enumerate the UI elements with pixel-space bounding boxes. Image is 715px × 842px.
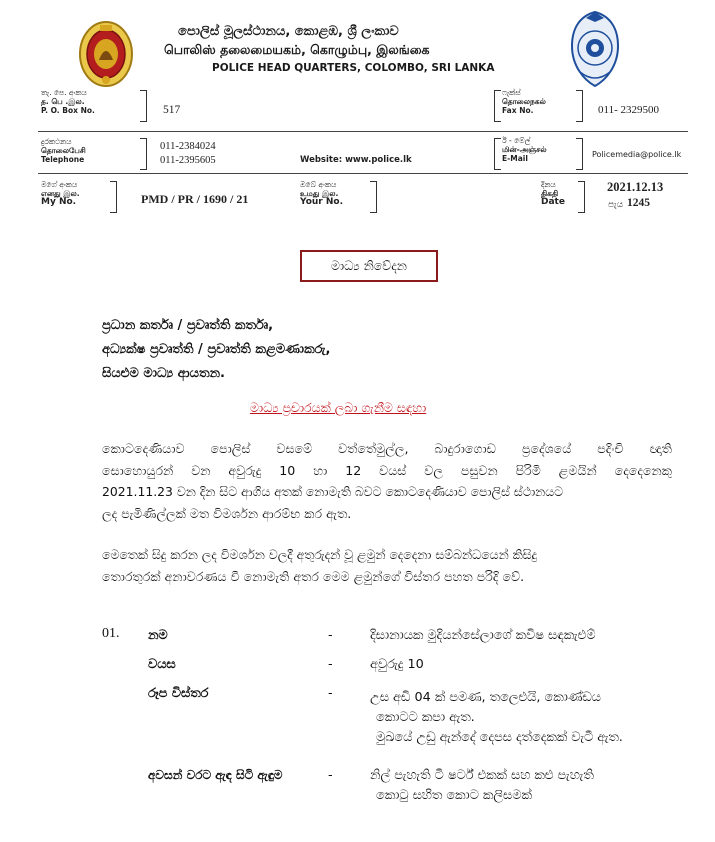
clothing-label: අවසන් වරට ඇඳ සිටි ඇඳුම <box>148 768 283 782</box>
national-emblem <box>78 20 134 88</box>
clothing-dash: - <box>328 768 333 783</box>
description-dash: - <box>328 686 333 701</box>
description-label: රූප විස්තර <box>148 686 209 701</box>
paragraph-2-line: මෙතෙක් සිදු කරන ලද විමර්ශන වලදී අතුරුදන් වූ ළමුන් දෙදෙනා සම්බන්ධයෙන් කිසිදු <box>102 547 538 562</box>
paragraph-1-line: 2021.11.23 වන දින සිට ආගිය අතක් නොමැති බවට කොටදෙණියාව පොලිස් ස්ථානයට <box>102 484 564 499</box>
my-no-bracket <box>110 181 117 213</box>
po-box-value: 517 <box>163 104 181 116</box>
paragraph-1-line: සොහොයුරන් වන අවුරුදු 10 හා 12 වයස් වල පසුවන පිරිමි ළමයින් දෙදෙනෙකු <box>102 462 672 478</box>
email-value[interactable]: Policemedia@police.lk <box>592 150 682 159</box>
telephone-value-2: 011-2395605 <box>160 155 216 166</box>
telephone-label: දුරකථනය தொலைபேசி Telephone <box>41 137 86 164</box>
email-bracket-right <box>576 138 583 170</box>
website-text[interactable]: Website: www.police.lk <box>300 155 412 165</box>
description-value-2: කොටට කපා ඇත. <box>376 710 475 725</box>
name-label: නම <box>148 628 168 643</box>
entry-number: 01. <box>102 626 120 641</box>
clothing-value-2: කොටු සහිත කොට කලිසමක් <box>376 788 532 803</box>
age-label: වයස <box>148 657 176 672</box>
page-title: මාධ්‍ය නිවේදන <box>331 258 407 273</box>
your-no-label: ඔබේ අංකය உமது இல. Your No. <box>300 180 343 207</box>
header-tamil: பொலிஸ் தலைமையகம், கொழும்பு, இலங்கை <box>164 42 430 57</box>
divider-1 <box>38 131 688 132</box>
header-english: POLICE HEAD QUARTERS, COLOMBO, SRI LANKA <box>212 62 495 74</box>
description-value-3: මුඛයේ උඩු ඇන්දේ දෙපස දත්දෙකක් වැටී ඇත. <box>376 730 623 745</box>
divider-2 <box>38 173 688 174</box>
date-value: 2021.12.13 <box>607 180 664 194</box>
paragraph-1 <box>102 438 672 524</box>
subject-line: මාධ්‍ය ප්‍රචාරයක් ලබා ගැනීම සඳහා <box>250 400 427 415</box>
paragraph-1-line: ලද පැමිණිල්ලක් මත විමර්ශන ආරම්භ කර ඇත. <box>102 505 352 521</box>
telephone-value-1: 011-2384024 <box>160 141 216 152</box>
recipient-1: ප්‍රධාන කර්තෘ / ප්‍රවෘත්ති කර්තෘ, <box>102 318 274 333</box>
po-box-bracket <box>140 90 147 122</box>
name-dash: - <box>328 628 333 643</box>
paragraph-1-line: කොටදෙණියාව පොලිස් වසමේ වත්තේමුල්ල, බාදුරාගොඩ ප්‍රදේශයේ පදිංචි ඥාති <box>102 441 672 456</box>
age-dash: - <box>328 657 333 672</box>
fax-value: 011- 2329500 <box>598 104 660 116</box>
paragraph-2-line: තොරතුරක් අනාවරණය වී නොමැති අතර මෙම ළමුන්ගේ විස්තර පහත පරිදි වේ. <box>102 568 525 584</box>
hour-label: පැය <box>608 200 624 210</box>
clothing-value-1: නිල් පැහැති ටී ෂර්ට් එකක් සහ කළු පැහැති <box>370 768 594 783</box>
fax-bracket <box>494 90 501 122</box>
title-box <box>300 250 438 282</box>
your-no-bracket <box>370 181 377 213</box>
date-label: දිනය திகதி Date <box>541 180 565 207</box>
description-value-1: උස අඩි 04 ක් පමණ, තලෙළුයි, කොණ්ඩය <box>370 690 601 705</box>
police-emblem <box>566 10 624 90</box>
fax-label: ෆැක්ස් தொலைநகல் Fax No. <box>502 88 546 115</box>
recipient-3: සියළුම මාධ්‍ය ආයතන. <box>102 366 225 381</box>
header-sinhala: පොලිස් මූලස්ථානය, කොළඹ, ශ්‍රී ලංකාව <box>178 24 399 39</box>
fax-bracket-right <box>576 90 583 122</box>
age-value: අවුරුදු 10 <box>370 657 424 672</box>
po-box-label: තැ. පෙ. අංකය த. பெ .இல. P. O. Box No. <box>41 88 95 115</box>
name-value: දිසානායක මුදියන්සේලාගේ කවිෂ සඳකැළුම් <box>370 628 596 643</box>
hour-value: 1245 <box>627 197 650 209</box>
date-bracket <box>578 181 585 213</box>
my-no-label: මගේ අංකය எனது இல. My No. <box>41 180 80 207</box>
my-no-value: PMD / PR / 1690 / 21 <box>141 192 249 206</box>
email-bracket <box>494 138 501 170</box>
paragraph-2 <box>102 544 672 587</box>
recipient-2: අධ්‍යක්ෂ ප්‍රවෘත්ති / ප්‍රවෘත්ති කළමණාකරු, <box>102 342 331 357</box>
email-label: ඊ - මේල් மின்-அஞ்சல் E-Mail <box>502 136 547 163</box>
telephone-bracket <box>140 138 147 170</box>
